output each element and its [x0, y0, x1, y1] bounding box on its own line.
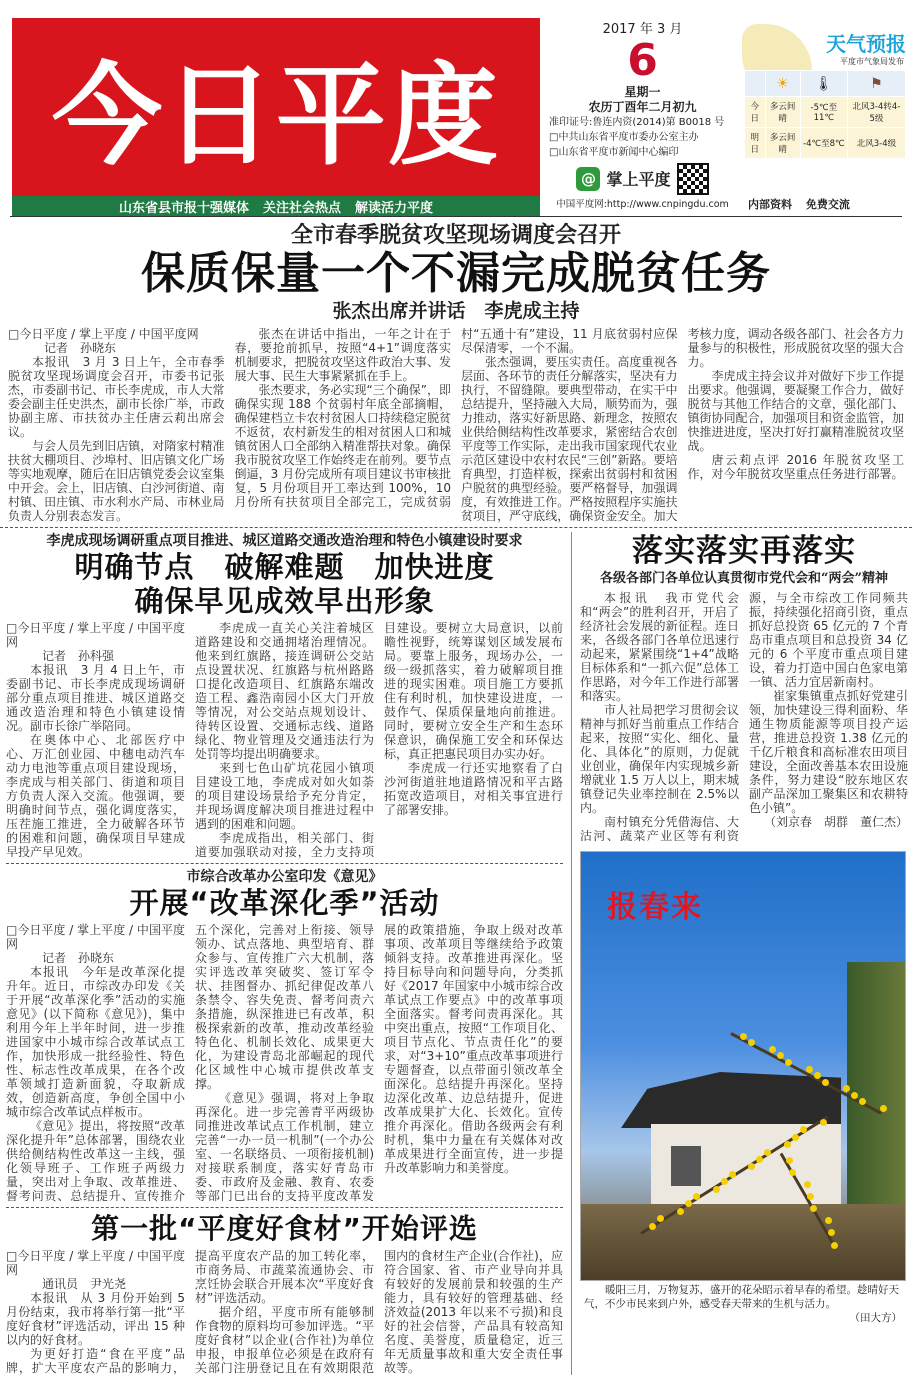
story2-headline[interactable]: 明确节点 破解难题 加快进度 [74, 550, 495, 584]
lead-headline[interactable]: 保质保量一个不漏完成脱贫任务 [141, 248, 771, 299]
blossom-icon [792, 1134, 799, 1141]
story5-headline[interactable]: 落实落实再落实 [632, 533, 856, 569]
thermometer-icon: 🌡 [800, 71, 847, 97]
story5-subhead: 各级各部门各单位认真贯彻市党代会和“两会”精神 [600, 571, 888, 586]
spring-photo[interactable] [580, 851, 906, 1281]
blossom-icon [721, 1178, 728, 1185]
weather-forecast [742, 24, 908, 190]
section-divider [6, 863, 563, 864]
right-column [572, 532, 912, 1375]
photo-credit: （田大方） [849, 1312, 902, 1324]
blossom-icon [831, 1242, 838, 1249]
story3-headline[interactable]: 开展“改革深化季”活动 [129, 886, 440, 920]
lead-article-body: □今日平度 / 掌上平度 / 中国平度网 记者 孙晓东 本报讯 3 月 3 日上午，全市春季脱贫攻坚现场调度会召开，市委书记张杰，市委副书记、市长李虎成，市人大常委会副主任史洪杰，副市长徐广举，市政协副主席、市扶贫办主任唐云莉出席会议。 与会人员先到旧店镇，对隋家村精准扶贫大棚项目、沙埠村、旧店镇文化广场等实地观摩，随后在旧店镇党委会议室集中开会。会上，旧店镇、白沙河街道、南村镇、田庄镇、市水利水产局、市林业局负责人分别表态发言。 张杰在讲话中指出，一年之计在于春，要抢前抓早，按照“4+1”调度落实机制要求，把脱贫攻坚这件政治大事、发展大事、民生大事紧紧抓在手上。 张杰要求，务必实现“三个确保”，即确保实现 188 个贫弱村年底全部摘帽，确保建档立卡农村贫困人口持续稳定脱贫不返贫，农村新发生的相对贫困人口和城镇贫困人口全部纳入精准帮扶对象。确保我市脱贫攻坚工作始终走在前列。要节点倒逼，3 月份完成所有项目建议书审核批复，5 月份项目开工率达到 100%，10 月份所有扶贫项目全部完工，完成贫弱村“五通十有”建设，11 月底贫弱村应保尽保清零，一个不漏。 张杰强调，要压实责任。高度重视各层面、各环节的责任分解落实，坚决有力执行，不留缝隙。要典型带动，在实干中总结提升，坚持融入大局，顺势而为，强力推动，落实好新思路、新理念，按照农业供给侧结构性改革要求，紧密结合农创平度等工作实际，走出我市国家现代农业示范区建设中农村农民“三创”新路。要培育典型，打造样板，探索出贫弱村和贫困户脱贫的典型经验。要严格督导，加强调度，有效推进工作。严格按照程序实施扶贫项目，严守底线，确保资金安全。加大考核力度，调动各级各部门、社会各方力量参与的积极性，形成脱贫攻坚的强大合力。 李虎成主持会议并对做好下步工作提出要求。他强调，要凝聚工作合力，做好脱贫与其他工作结合的文章，强化部门、镇街协同配合，加强项目和资金监管，加快推进进度，坚决打好打赢精准脱贫攻坚战。 唐云莉点评 2016 年脱贫攻坚工作，对今年脱贫攻坚重点任务进行部署。 [8, 327, 904, 523]
blossom-icon [777, 1052, 784, 1059]
printer: □山东省平度市新闻中心编印 [549, 147, 679, 158]
left-column [0, 532, 572, 1375]
story2-headline-2[interactable]: 确保早见成效早出形象 [134, 584, 435, 618]
weather-table: ☀ 🌡 ⚑ 今日 多云间晴 -5℃至11℃ 北风3-4转4-5级 明日 多云间晴 -4℃至8℃ 北风3-4级 [744, 70, 906, 159]
story5-body: 本报讯 我市党代会和“两会”的胜利召开，开启了经济社会发展的新征程。连日来，各级各部门各单位迅速行动起来，紧紧围绕“1+4”战略目标体系和“一抓六促”总体工作思路，对今年工作进行部署和落实。 市人社局把学习贯彻会议精神与抓好当前重点工作结合起来，按照“实化、细化、量化、具体化”的原则，力促就业创业，确保年内实现城乡新增就业 1.5 万人以上，期末城镇登记失业率控制在 2.5%以内。 南村镇充分凭借海信、大沽河、蔬菜产业区等有利资源，与全市综改工作同频共振，持续强化招商引资，重点抓好总投资 65 亿元的 7 个青岛市重点项目和总投资 34 亿元的 6 个平度市重点项目建设，着力打造中国白色家电第一镇、活力宜居新南村。 崔家集镇重点抓好党建引领，加快建设三得利面粉、华通生物质能源等项目投产运营，推进总投资 1.38 亿元的千亿斤粮食和高标准农田项目建设，全面改善基本农田设施条件，努力建设“胶东地区农副产品深加工聚集区和农耕特色小镇”。 （刘京春 胡群 董仁杰） [580, 591, 908, 843]
story2-kicker: 李虎成现场调研重点项目推进、城区道路交通改造治理和特色小镇建设时要求 [46, 533, 523, 549]
blossom-icon [804, 1181, 811, 1188]
lead-kicker: 全市春季脱贫攻坚现场调度会召开 [290, 222, 621, 248]
blossom-icon [843, 1085, 850, 1092]
lead-subhead: 张杰出席并讲话 李虎成主持 [332, 300, 580, 322]
sun-icon: ☀ [765, 71, 800, 97]
masthead-slogan: 山东省县市报十强媒体 关注社会热点 解读活力平度 [12, 196, 540, 216]
date-block [545, 22, 740, 212]
blossom-icon [851, 1092, 858, 1099]
main-content [0, 219, 912, 1375]
weather-source: 平度市气象局发布 [840, 57, 904, 66]
section-divider [0, 527, 912, 528]
app-name: 掌上平度 [606, 169, 671, 189]
masthead-logo: 今日平度 [12, 18, 540, 196]
blossom-icon [789, 1169, 796, 1176]
lower-section [0, 532, 912, 1375]
story3-body: □今日平度 / 掌上平度 / 中国平度网 记者 孙晓东 本报讯 今年是改革深化提升年。近日，市综改办印发《关于开展“改革深化季”活动的实施意见》(以下简称《意见》)，集中利用今年上半年时间，进一步推进国家中小城市综合改革试点工作，加快形成一批经验性、特色性、标志性改革成果，在各个改革领域打造新面貌，夺取新成效，创造新高度，争创全国中小城市综合改革试点样板市。 《意见》提出，将按照“改革深化提升年”总体部署，围绕农业供给侧结构性改革这一主线，强化领导班子、工作班子两级力量，突出对上争取、改革推进、督考问责、总结提升、宣传推介五个深化，完善对上衔接、领导领办、试点落地、典型培育、群众参与、宣传推广六大机制，落实评选改革突破奖、签订军令状、挂图督办、抓纪律促改革八条禁令、容失免责、督考问责六条措施，纵深推进已有改革，积极探索新的改革，推动改革经验特色化、机制长效化、成果更大化，为建设青岛北部崛起的现代化区域性中心城市提供改革支撑。 《意见》强调，将对上争取再深化。进一步完善青平两级协同推进改革试点工作机制，建立完善“一办一员一机制”(一个办公室、一名联络员、一项衔接机制)对接联系制度，落实好青岛市委、市政府及金融、教育、农委等部门已出台的支持平度改革发展的政策措施，争取上级对改革事项、改革项目等继续给予政策倾斜支持。改革推进再深化。坚持目标导向和问题导向，分类抓好《2017 年国家中小城市综合改革试点工作要点》中的改革事项全面落实。督考问责再深化。其中突出重点，按照“工作项目化、项目节点化、节点责任化”的要求，对“3+10”重点改革事项进行专题督查，以点带面引领改革全面深化。总结提升再深化。坚持边深化改革、边总结提升，促进改革成果扩大化、长效化。宣传推介再深化。借助各级两会有利时机，集中力量在有关媒体对改革成果进行全面宣传，进一步提升改革影响力和美誉度。 [6, 923, 563, 1203]
pavilion-roof [621, 1072, 841, 1128]
wind-icon: ⚑ [847, 71, 905, 97]
permit-number: 准印证号:鲁连内资(2014)第 B0018 号 [549, 117, 725, 128]
app-promo[interactable] [545, 163, 740, 195]
story4-headline[interactable]: 第一批“平度好食材”开始评选 [91, 1212, 478, 1245]
lunar-date: 农历丁酉年二月初九 [588, 100, 697, 114]
blossom-icon [713, 1186, 720, 1193]
year-month: 2017 年 3 月 [602, 22, 683, 37]
blossom-icon [693, 1193, 700, 1200]
weekday: 星期一 [624, 85, 661, 99]
photo-title: 报春来 [607, 890, 703, 925]
website-link[interactable]: 中国平度网:http://www.cnpingdu.com [556, 199, 729, 210]
story2-body: □今日平度 / 掌上平度 / 中国平度网 记者 孙科强 本报讯 3 月 4 日上午，市委副书记、市长李虎成现场调研部分重点项目推进、城区道路交通改造治理和特色小镇建设情况。副市长徐广举陪同。 在奥体中心、北部医疗中心、万汇创业园、中穗电动汽车动力电池等重点项目建设现场，李虎成与相关部门、街道和项目方负责人深入交流。他强调，要明确时间节点，强化调度落实，压茬施工推进，全力破解各环节的困难和问题，确保项目早建成早投产早见效。 李虎成一直关心关注着城区道路建设和交通拥堵治理情况。他来到红旗路，接连调研公交站点设置状况、红旗路与杭州路路口提化改造项目、红旗路东端改造工程、鑫浩南园小区大门开放等情况，对公交站点规划设计、待转区设置、交通标志线、道路绿化、物业管理及交通违法行为处罚等均提出明确要求。 来到七色山矿坑花园小镇项目建设工地，李虎成对如火如荼的项目建设场景给予充分肯定，并现场调度解决项目推进过程中遇到的困难和问题。 李虎成指出，相关部门、街道要加强联动对接，全力支持项目建设。要树立大局意识，以前瞻性视野，统筹谋划区域发展布局。要靠上服务，现场办公，一级一级抓落实，着力破解项目推进的现实困难。项目施工方要抓住有利时机，加快建设进度，一鼓作气、保质保量地向前推进。同时，要树立安全生产和生态环保意识，确保施工安全和环保达标，真正把惠民项目办实办好。 李虎成一行还实地察看了白沙河街道驻地道路情况和平古路拓宽改造项目，对相关事宜进行了部署安排。 [6, 621, 563, 859]
blossom-icon [729, 1171, 736, 1178]
app-icon: @ [576, 167, 600, 191]
internal-note: 内部资料 免费交流 [748, 198, 850, 211]
blossom-icon [806, 1066, 813, 1073]
blossom-icon [880, 1105, 887, 1112]
blossom-icon [807, 1193, 814, 1200]
blossom-icon [764, 1149, 771, 1156]
blossom-icon [769, 1046, 776, 1053]
day-number: 6 [627, 35, 658, 86]
masthead-divider [10, 216, 902, 217]
photo-caption: 暖阳三月，万物复苏，盛开的花朵昭示着早春的希望。趁晴好天气，不少市民来到户外，感受春天带来的生机与活力。 （田大方） [584, 1284, 902, 1324]
blossom-icon [820, 1119, 827, 1126]
blossom-icon [786, 1157, 793, 1164]
section-divider [6, 1207, 563, 1208]
blossom-icon [740, 1033, 747, 1040]
story4-body: □今日平度 / 掌上平度 / 中国平度网 通讯员 尹光尧 本报讯 从 3 月份开始到 5 月份结束，我市将举行第一批“平度好食材”评选活动，评出 15 种以内的好食材。 为更好打造“食在平度”品牌，扩大平度农产品的影响力，提高平度农产品的加工转化率，市商务局、市蔬菜流通协会、市烹饪协会联合开展本次“平度好食材”评选活动。 据介绍，平度市所有能够制作食物的原料均可参加评选。“平度好食材”以企业(合作社)为单位申报，申报单位必须是在政府有关部门注册登记且在有效期限范围内的食材生产企业(合作社)，应符合国家、省、市产业导向并具有较好的发展前景和较强的生产能力，具有较好的管理基础、经济效益(2013 年以来不亏损)和良好的社会信誉，产品具有较高知名度、美誉度，质量稳定，近三年无质量事故和重大安全责任事故等。 [6, 1249, 563, 1375]
story3-kicker: 市综合改革办公室印发《意见》 [186, 869, 383, 885]
weather-title: 天气预报 [826, 32, 906, 56]
sponsor: □中共山东省平度市委办公室主办 [549, 132, 699, 143]
qr-code-icon[interactable] [677, 163, 709, 195]
